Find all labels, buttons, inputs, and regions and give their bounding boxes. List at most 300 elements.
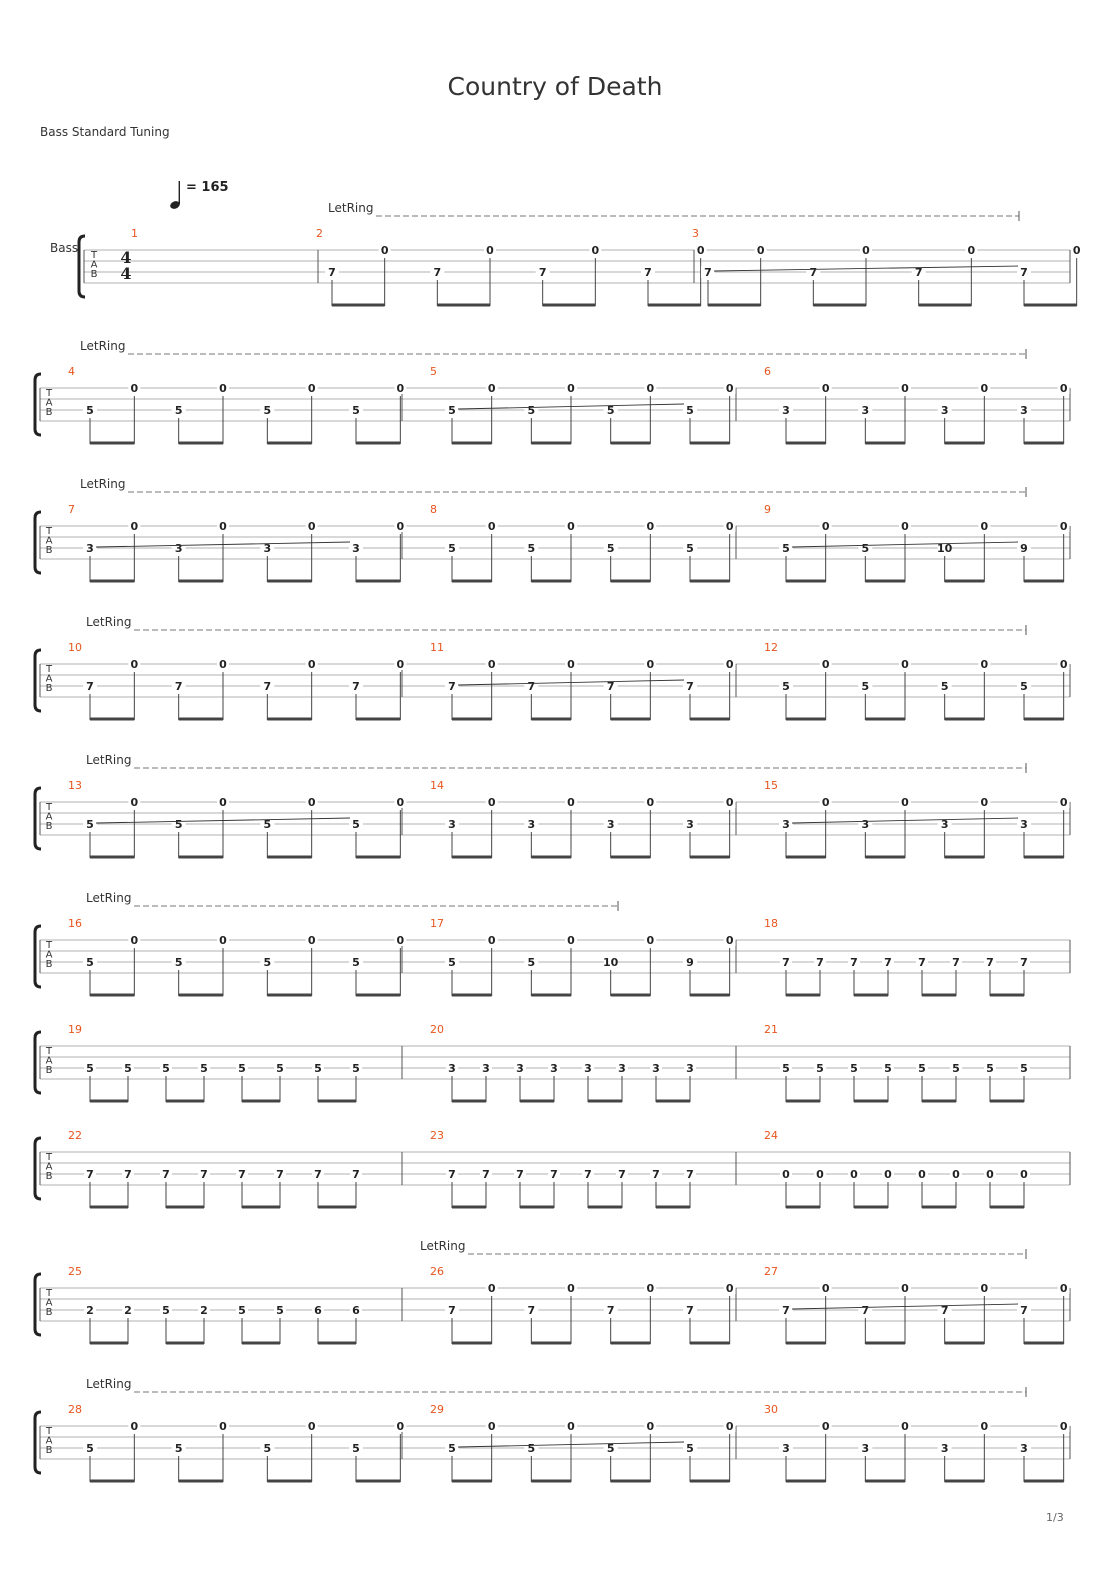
- fret-number: 7: [174, 680, 183, 693]
- measure-number: 15: [764, 779, 778, 792]
- fret-number: 3: [1020, 404, 1028, 417]
- fret-number: 5: [263, 404, 272, 417]
- measure-number: 8: [430, 503, 437, 516]
- fret-number: 5: [263, 1442, 272, 1455]
- fret-number: 7: [86, 680, 94, 693]
- fret-number: 5: [174, 1442, 183, 1455]
- tab-clef-letter: A: [45, 1161, 53, 1173]
- fret-number: 0: [307, 520, 316, 533]
- fret-number: 5: [606, 1442, 615, 1455]
- fret-number: 7: [263, 680, 272, 693]
- fret-number: 3: [652, 1062, 660, 1075]
- fret-number: 0: [219, 934, 227, 947]
- fret-number: 0: [980, 1420, 989, 1433]
- fret-number: 5: [448, 542, 456, 555]
- fret-number: 7: [618, 1168, 626, 1181]
- time-signature-bottom: 4: [120, 264, 132, 283]
- fret-number: 0: [901, 520, 909, 533]
- fret-number: 3: [527, 818, 536, 831]
- fret-number: 7: [816, 956, 824, 969]
- fret-number: 3: [861, 818, 870, 831]
- fret-number: 7: [482, 1168, 490, 1181]
- fret-number: 0: [567, 1420, 575, 1433]
- measure-number: 19: [68, 1023, 82, 1036]
- fret-number: 5: [1020, 680, 1028, 693]
- fret-number: 3: [782, 1442, 790, 1455]
- fret-number: 5: [162, 1304, 170, 1317]
- fret-number: 0: [307, 934, 316, 947]
- measure: [68, 1129, 362, 1208]
- fret-number: 2: [86, 1304, 94, 1317]
- measure: [764, 1129, 1030, 1208]
- measure: [692, 227, 1083, 306]
- fret-number: 7: [782, 1304, 790, 1317]
- fret-number: 0: [567, 382, 575, 395]
- measure: [68, 1265, 362, 1344]
- measure-number: 20: [430, 1023, 444, 1036]
- fret-number: 0: [396, 1420, 405, 1433]
- fret-number: 7: [809, 266, 818, 279]
- fret-number: 5: [352, 404, 360, 417]
- measure-number: 12: [764, 641, 778, 654]
- fret-number: 5: [86, 818, 94, 831]
- measure: [764, 503, 1070, 582]
- fret-number: 5: [352, 1062, 360, 1075]
- measure-number: 18: [764, 917, 778, 930]
- fret-number: 9: [1020, 542, 1028, 555]
- fret-number: 0: [487, 658, 496, 671]
- tab-clef-letter: A: [45, 397, 53, 409]
- fret-number: 7: [538, 266, 547, 279]
- tab-system: [35, 477, 1070, 582]
- fret-number: 5: [850, 1062, 858, 1075]
- fret-number: 0: [725, 934, 734, 947]
- fret-number: 0: [646, 934, 655, 947]
- fret-number: 7: [238, 1168, 246, 1181]
- measure: [430, 1265, 736, 1344]
- fret-number: 5: [86, 956, 94, 969]
- tab-clef-letter: B: [45, 959, 53, 970]
- tab-clef-letter: B: [45, 407, 53, 418]
- tab-clef-letter: A: [45, 1435, 53, 1447]
- fret-number: 0: [646, 520, 655, 533]
- fret-number: 7: [550, 1168, 558, 1181]
- fret-number: 6: [314, 1304, 322, 1317]
- measure-number: 5: [430, 365, 437, 378]
- fret-number: 7: [200, 1168, 208, 1181]
- fret-number: 0: [567, 934, 575, 947]
- fret-number: 0: [219, 658, 227, 671]
- fret-number: 5: [527, 404, 536, 417]
- measure-number: 2: [316, 227, 323, 240]
- fret-number: 0: [821, 382, 830, 395]
- tab-clef-letter: B: [45, 1445, 53, 1456]
- measure-number: 14: [430, 779, 444, 792]
- fret-number: 0: [130, 658, 139, 671]
- fret-number: 0: [901, 1282, 909, 1295]
- tab-clef-letter: B: [45, 545, 53, 556]
- fret-number: 0: [980, 796, 989, 809]
- fret-number: 0: [591, 244, 600, 257]
- fret-number: 7: [1020, 1304, 1028, 1317]
- fret-number: 5: [1020, 1062, 1028, 1075]
- fret-number: 3: [940, 818, 949, 831]
- let-ring-label: LetRing: [86, 1377, 132, 1391]
- measure-number: 23: [430, 1129, 444, 1142]
- fret-number: 0: [980, 1282, 989, 1295]
- fret-number: 7: [448, 1168, 456, 1181]
- fret-number: 0: [884, 1168, 892, 1181]
- fret-number: 3: [1020, 818, 1028, 831]
- measure: [131, 227, 138, 240]
- fret-number: 0: [396, 796, 405, 809]
- fret-number: 9: [686, 956, 694, 969]
- fret-number: 5: [276, 1062, 284, 1075]
- fret-number: 0: [567, 520, 575, 533]
- fret-number: 0: [486, 244, 494, 257]
- let-ring-label: LetRing: [86, 615, 132, 629]
- tab-clef-letter: T: [45, 1288, 53, 1299]
- fret-number: 5: [174, 818, 183, 831]
- tab-system: [35, 339, 1070, 444]
- fret-number: 3: [263, 542, 272, 555]
- measure-number: 11: [430, 641, 444, 654]
- fret-number: 5: [527, 956, 536, 969]
- tuning-label: Bass Standard Tuning: [40, 125, 170, 139]
- fret-number: 0: [396, 658, 405, 671]
- fret-number: 0: [1059, 1420, 1068, 1433]
- let-ring-label: LetRing: [86, 891, 132, 905]
- tab-system: [35, 891, 1070, 996]
- fret-number: 7: [314, 1168, 322, 1181]
- fret-number: 0: [821, 520, 830, 533]
- fret-number: 7: [352, 680, 360, 693]
- fret-number: 0: [219, 796, 227, 809]
- measure: [68, 1023, 362, 1102]
- tab-clef-letter: T: [45, 388, 53, 399]
- fret-number: 0: [646, 1282, 655, 1295]
- let-ring-label: LetRing: [328, 201, 374, 215]
- fret-number: 5: [918, 1062, 926, 1075]
- fret-number: 7: [1020, 266, 1028, 279]
- fret-number: 5: [263, 956, 272, 969]
- let-ring-label: LetRing: [80, 339, 126, 353]
- fret-number: 7: [850, 956, 858, 969]
- measure-number: 29: [430, 1403, 444, 1416]
- fret-number: 7: [884, 956, 892, 969]
- fret-number: 0: [487, 382, 496, 395]
- fret-number: 7: [606, 680, 615, 693]
- measure-number: 16: [68, 917, 82, 930]
- fret-number: 7: [782, 956, 790, 969]
- fret-number: 7: [584, 1168, 592, 1181]
- fret-number: 5: [782, 680, 790, 693]
- tab-clef-letter: B: [90, 269, 98, 280]
- measure: [68, 917, 406, 996]
- tab-clef-letter: B: [45, 1171, 53, 1182]
- measure-number: 28: [68, 1403, 82, 1416]
- fret-number: 3: [686, 818, 694, 831]
- fret-number: 7: [686, 1168, 694, 1181]
- measure: [764, 779, 1070, 858]
- fret-number: 0: [816, 1168, 824, 1181]
- fret-number: 3: [448, 818, 456, 831]
- fret-number: 3: [782, 818, 790, 831]
- fret-number: 7: [448, 1304, 456, 1317]
- fret-number: 3: [86, 542, 94, 555]
- measure: [764, 1403, 1070, 1482]
- fret-number: 0: [821, 1420, 830, 1433]
- fret-number: 0: [821, 1282, 830, 1295]
- fret-number: 5: [448, 1442, 456, 1455]
- fret-number: 0: [725, 1282, 734, 1295]
- fret-number: 7: [516, 1168, 524, 1181]
- fret-number: 5: [986, 1062, 994, 1075]
- fret-number: 0: [130, 382, 139, 395]
- fret-number: 5: [124, 1062, 132, 1075]
- fret-number: 0: [782, 1168, 790, 1181]
- fret-number: 5: [352, 956, 360, 969]
- fret-number: 3: [861, 1442, 870, 1455]
- tab-clef-letter: A: [45, 535, 53, 547]
- fret-number: 5: [861, 542, 870, 555]
- measure: [68, 1403, 406, 1482]
- fret-number: 0: [396, 934, 405, 947]
- tab-system: [79, 201, 1083, 306]
- fret-number: 5: [606, 404, 615, 417]
- measure: [764, 1023, 1030, 1102]
- measure: [430, 779, 736, 858]
- tab-system: [35, 1239, 1070, 1344]
- measure-number: 25: [68, 1265, 82, 1278]
- measure: [430, 1023, 696, 1102]
- fret-number: 3: [940, 1442, 949, 1455]
- fret-number: 0: [1059, 1282, 1068, 1295]
- fret-number: 0: [756, 244, 765, 257]
- fret-number: 0: [130, 796, 139, 809]
- fret-number: 7: [644, 266, 652, 279]
- fret-number: 3: [686, 1062, 694, 1075]
- fret-number: 0: [219, 1420, 227, 1433]
- fret-number: 5: [606, 542, 615, 555]
- fret-number: 5: [686, 404, 694, 417]
- fret-number: 0: [646, 382, 655, 395]
- fret-number: 0: [1072, 244, 1081, 257]
- fret-number: 0: [901, 382, 909, 395]
- fret-number: 0: [1059, 382, 1068, 395]
- fret-number: 5: [352, 818, 360, 831]
- tab-system: [35, 615, 1070, 720]
- fret-number: 0: [821, 658, 830, 671]
- fret-number: 7: [861, 1304, 870, 1317]
- fret-number: 6: [352, 1304, 360, 1317]
- measure: [764, 1265, 1070, 1344]
- tab-clef-letter: T: [45, 526, 53, 537]
- fret-number: 0: [130, 520, 139, 533]
- measure: [430, 503, 736, 582]
- fret-number: 0: [567, 658, 575, 671]
- fret-number: 2: [200, 1304, 208, 1317]
- fret-number: 7: [686, 1304, 694, 1317]
- fret-number: 0: [967, 244, 976, 257]
- fret-number: 0: [130, 934, 139, 947]
- measure-number: 30: [764, 1403, 778, 1416]
- fret-number: 5: [884, 1062, 892, 1075]
- tab-clef-letter: T: [45, 1426, 53, 1437]
- tab-clef-letter: A: [45, 811, 53, 823]
- fret-number: 5: [527, 1442, 536, 1455]
- fret-number: 0: [567, 1282, 575, 1295]
- fret-number: 0: [130, 1420, 139, 1433]
- fret-number: 7: [606, 1304, 615, 1317]
- fret-number: 0: [850, 1168, 858, 1181]
- fret-number: 5: [861, 680, 870, 693]
- fret-number: 7: [686, 680, 694, 693]
- fret-number: 0: [487, 1282, 496, 1295]
- fret-number: 0: [986, 1168, 994, 1181]
- measure-number: 6: [764, 365, 771, 378]
- fret-number: 0: [307, 1420, 316, 1433]
- fret-number: 7: [918, 956, 926, 969]
- fret-number: 5: [816, 1062, 824, 1075]
- measure-number: 22: [68, 1129, 82, 1142]
- fret-number: 0: [980, 382, 989, 395]
- fret-number: 2: [124, 1304, 132, 1317]
- fret-number: 7: [704, 266, 712, 279]
- tab-clef-letter: T: [45, 1152, 53, 1163]
- fret-number: 3: [1020, 1442, 1028, 1455]
- measure: [68, 779, 406, 858]
- fret-number: 5: [200, 1062, 208, 1075]
- fret-number: 5: [263, 818, 272, 831]
- fret-number: 5: [86, 404, 94, 417]
- fret-number: 0: [901, 658, 909, 671]
- fret-number: 0: [725, 1420, 734, 1433]
- fret-number: 3: [174, 542, 183, 555]
- fret-number: 0: [487, 520, 496, 533]
- fret-number: 3: [550, 1062, 558, 1075]
- fret-number: 5: [527, 542, 536, 555]
- fret-number: 3: [618, 1062, 626, 1075]
- fret-number: 0: [980, 520, 989, 533]
- fret-number: 5: [448, 404, 456, 417]
- tab-clef-letter: B: [45, 683, 53, 694]
- measure-number: 17: [430, 917, 444, 930]
- fret-number: 5: [86, 1442, 94, 1455]
- fret-number: 0: [219, 382, 227, 395]
- fret-number: 7: [527, 680, 536, 693]
- measure: [430, 917, 736, 996]
- tab-clef-letter: A: [45, 673, 53, 685]
- fret-number: 0: [901, 1420, 909, 1433]
- fret-number: 3: [782, 404, 790, 417]
- fret-number: 7: [1020, 956, 1028, 969]
- fret-number: 0: [725, 796, 734, 809]
- fret-number: 5: [238, 1062, 246, 1075]
- fret-number: 7: [652, 1168, 660, 1181]
- fret-number: 0: [396, 382, 405, 395]
- fret-number: 0: [1020, 1168, 1028, 1181]
- tab-system: [35, 1023, 1070, 1102]
- measure: [68, 503, 406, 582]
- fret-number: 7: [448, 680, 456, 693]
- measure: [68, 641, 406, 720]
- song-title: Country of Death: [447, 72, 663, 101]
- fret-number: 7: [328, 266, 336, 279]
- fret-number: 5: [314, 1062, 322, 1075]
- measure: [68, 365, 406, 444]
- fret-number: 0: [725, 658, 734, 671]
- tab-system: [35, 753, 1070, 858]
- measure-number: 27: [764, 1265, 778, 1278]
- fret-number: 5: [686, 542, 694, 555]
- fret-number: 0: [380, 244, 389, 257]
- fret-number: 3: [861, 404, 870, 417]
- tab-clef-letter: B: [45, 1307, 53, 1318]
- fret-number: 0: [952, 1168, 960, 1181]
- measure-number: 7: [68, 503, 75, 516]
- fret-number: 0: [725, 520, 734, 533]
- fret-number: 0: [901, 796, 909, 809]
- measure: [764, 641, 1070, 720]
- tab-clef-letter: B: [45, 821, 53, 832]
- let-ring-label: LetRing: [420, 1239, 466, 1253]
- fret-number: 5: [940, 680, 949, 693]
- fret-number: 5: [782, 1062, 790, 1075]
- tab-clef-letter: A: [45, 1297, 53, 1309]
- instrument-label: Bass: [50, 241, 79, 255]
- fret-number: 5: [174, 404, 183, 417]
- fret-number: 5: [352, 1442, 360, 1455]
- fret-number: 0: [307, 658, 316, 671]
- fret-number: 0: [646, 796, 655, 809]
- tab-system: [35, 1129, 1070, 1208]
- tempo-value: = 165: [186, 180, 229, 195]
- measure-number: 10: [68, 641, 82, 654]
- tab-clef-letter: T: [90, 250, 98, 261]
- fret-number: 5: [686, 1442, 694, 1455]
- tab-clef-letter: B: [45, 1065, 53, 1076]
- fret-number: 0: [487, 934, 496, 947]
- fret-number: 0: [487, 796, 496, 809]
- fret-number: 0: [862, 244, 870, 257]
- let-ring-label: LetRing: [86, 753, 132, 767]
- fret-number: 0: [918, 1168, 926, 1181]
- fret-number: 7: [86, 1168, 94, 1181]
- measure-number: 24: [764, 1129, 778, 1142]
- fret-number: 7: [914, 266, 923, 279]
- fret-number: 0: [821, 796, 830, 809]
- fret-number: 7: [124, 1168, 132, 1181]
- fret-number: 10: [937, 542, 953, 555]
- measure-number: 26: [430, 1265, 444, 1278]
- fret-number: 3: [606, 818, 615, 831]
- measure-number: 13: [68, 779, 82, 792]
- fret-number: 3: [516, 1062, 524, 1075]
- fret-number: 7: [940, 1304, 949, 1317]
- fret-number: 7: [433, 266, 442, 279]
- fret-number: 5: [86, 1062, 94, 1075]
- tab-clef-letter: T: [45, 1046, 53, 1057]
- fret-number: 3: [940, 404, 949, 417]
- fret-number: 0: [1059, 520, 1068, 533]
- measure: [316, 227, 707, 306]
- let-ring-label: LetRing: [80, 477, 126, 491]
- fret-number: 7: [527, 1304, 536, 1317]
- fret-number: 5: [238, 1304, 246, 1317]
- tab-clef-letter: A: [90, 259, 98, 271]
- measure-number: 1: [131, 227, 138, 240]
